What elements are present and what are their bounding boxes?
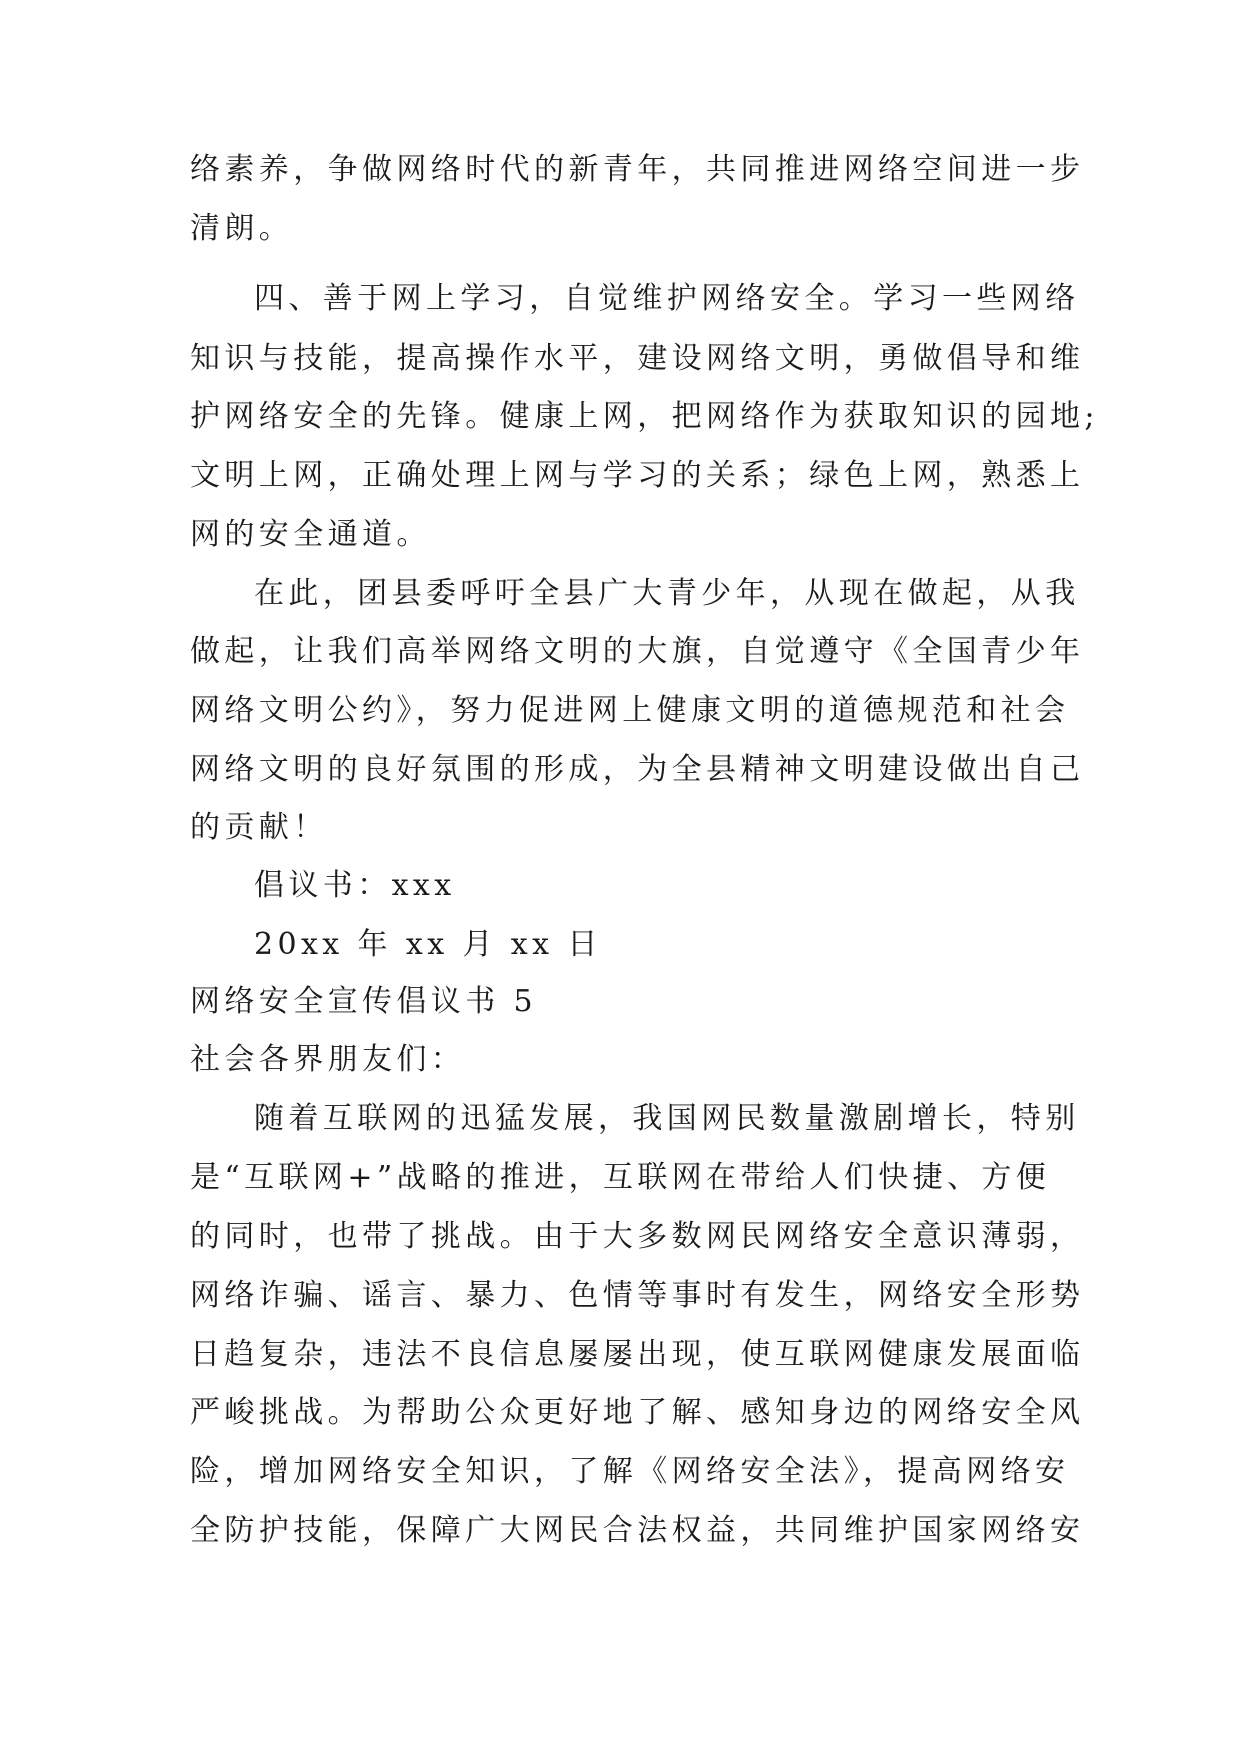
date-line: 20xx 年 xx 月 xx 日 <box>254 927 602 962</box>
text-line: 清朗。 <box>190 211 294 246</box>
text-line: 知识与技能，提高操作水平，建设网络文明，勇做倡导和维 <box>190 341 1085 376</box>
text-line: 络素养，争做网络时代的新青年，共同推进网络空间进一步 <box>190 152 1085 187</box>
text-line: 网络文明的良好氛围的形成，为全县精神文明建设做出自己 <box>190 752 1085 787</box>
text-line: 险，增加网络安全知识，了解《网络安全法》，提高网络安 <box>190 1454 1070 1489</box>
paragraph-start-line: 在此，团县委呼吁全县广大青少年，从现在做起，从我 <box>254 576 1080 611</box>
text-line: 护网络安全的先锋。健康上网，把网络作为获取知识的园地; <box>190 399 1099 434</box>
salutation-line: 社会各界朋友们： <box>190 1042 466 1077</box>
text-line: 全防护技能，保障广大网民合法权益，共同维护国家网络安 <box>190 1513 1085 1548</box>
text-line: 的同时，也带了挑战。由于大多数网民网络安全意识薄弱， <box>190 1219 1085 1254</box>
text-line: 网的安全通道。 <box>190 517 431 552</box>
text-line: 文明上网，正确处理上网与学习的关系；绿色上网，熟悉上 <box>190 458 1085 493</box>
text-line: 严峻挑战。为帮助公众更好地了解、感知身边的网络安全风 <box>190 1395 1085 1430</box>
text-line: 网络文明公约》，努力促进网上健康文明的道德规范和社会 <box>190 693 1070 728</box>
text-line: 网络诈骗、谣言、暴力、色情等事时有发生，网络安全形势 <box>190 1278 1085 1313</box>
text-line: 做起，让我们高举网络文明的大旗，自觉遵守《全国青少年 <box>190 634 1085 669</box>
text-line: 的贡献！ <box>190 810 328 845</box>
signature-line: 倡议书：xxx <box>254 868 456 903</box>
text-line: 日趋复杂，违法不良信息屡屡出现，使互联网健康发展面临 <box>190 1337 1085 1372</box>
text-line: 是“互联网+”战略的推进，互联网在带给人们快捷、方便 <box>190 1160 1051 1195</box>
paragraph-start-line: 随着互联网的迅猛发展，我国网民数量激剧增长，特别 <box>254 1101 1080 1136</box>
paragraph-start-line: 四、善于网上学习，自觉维护网络安全。学习一些网络 <box>254 281 1080 316</box>
section-title: 网络安全宣传倡议书 5 <box>190 984 538 1019</box>
